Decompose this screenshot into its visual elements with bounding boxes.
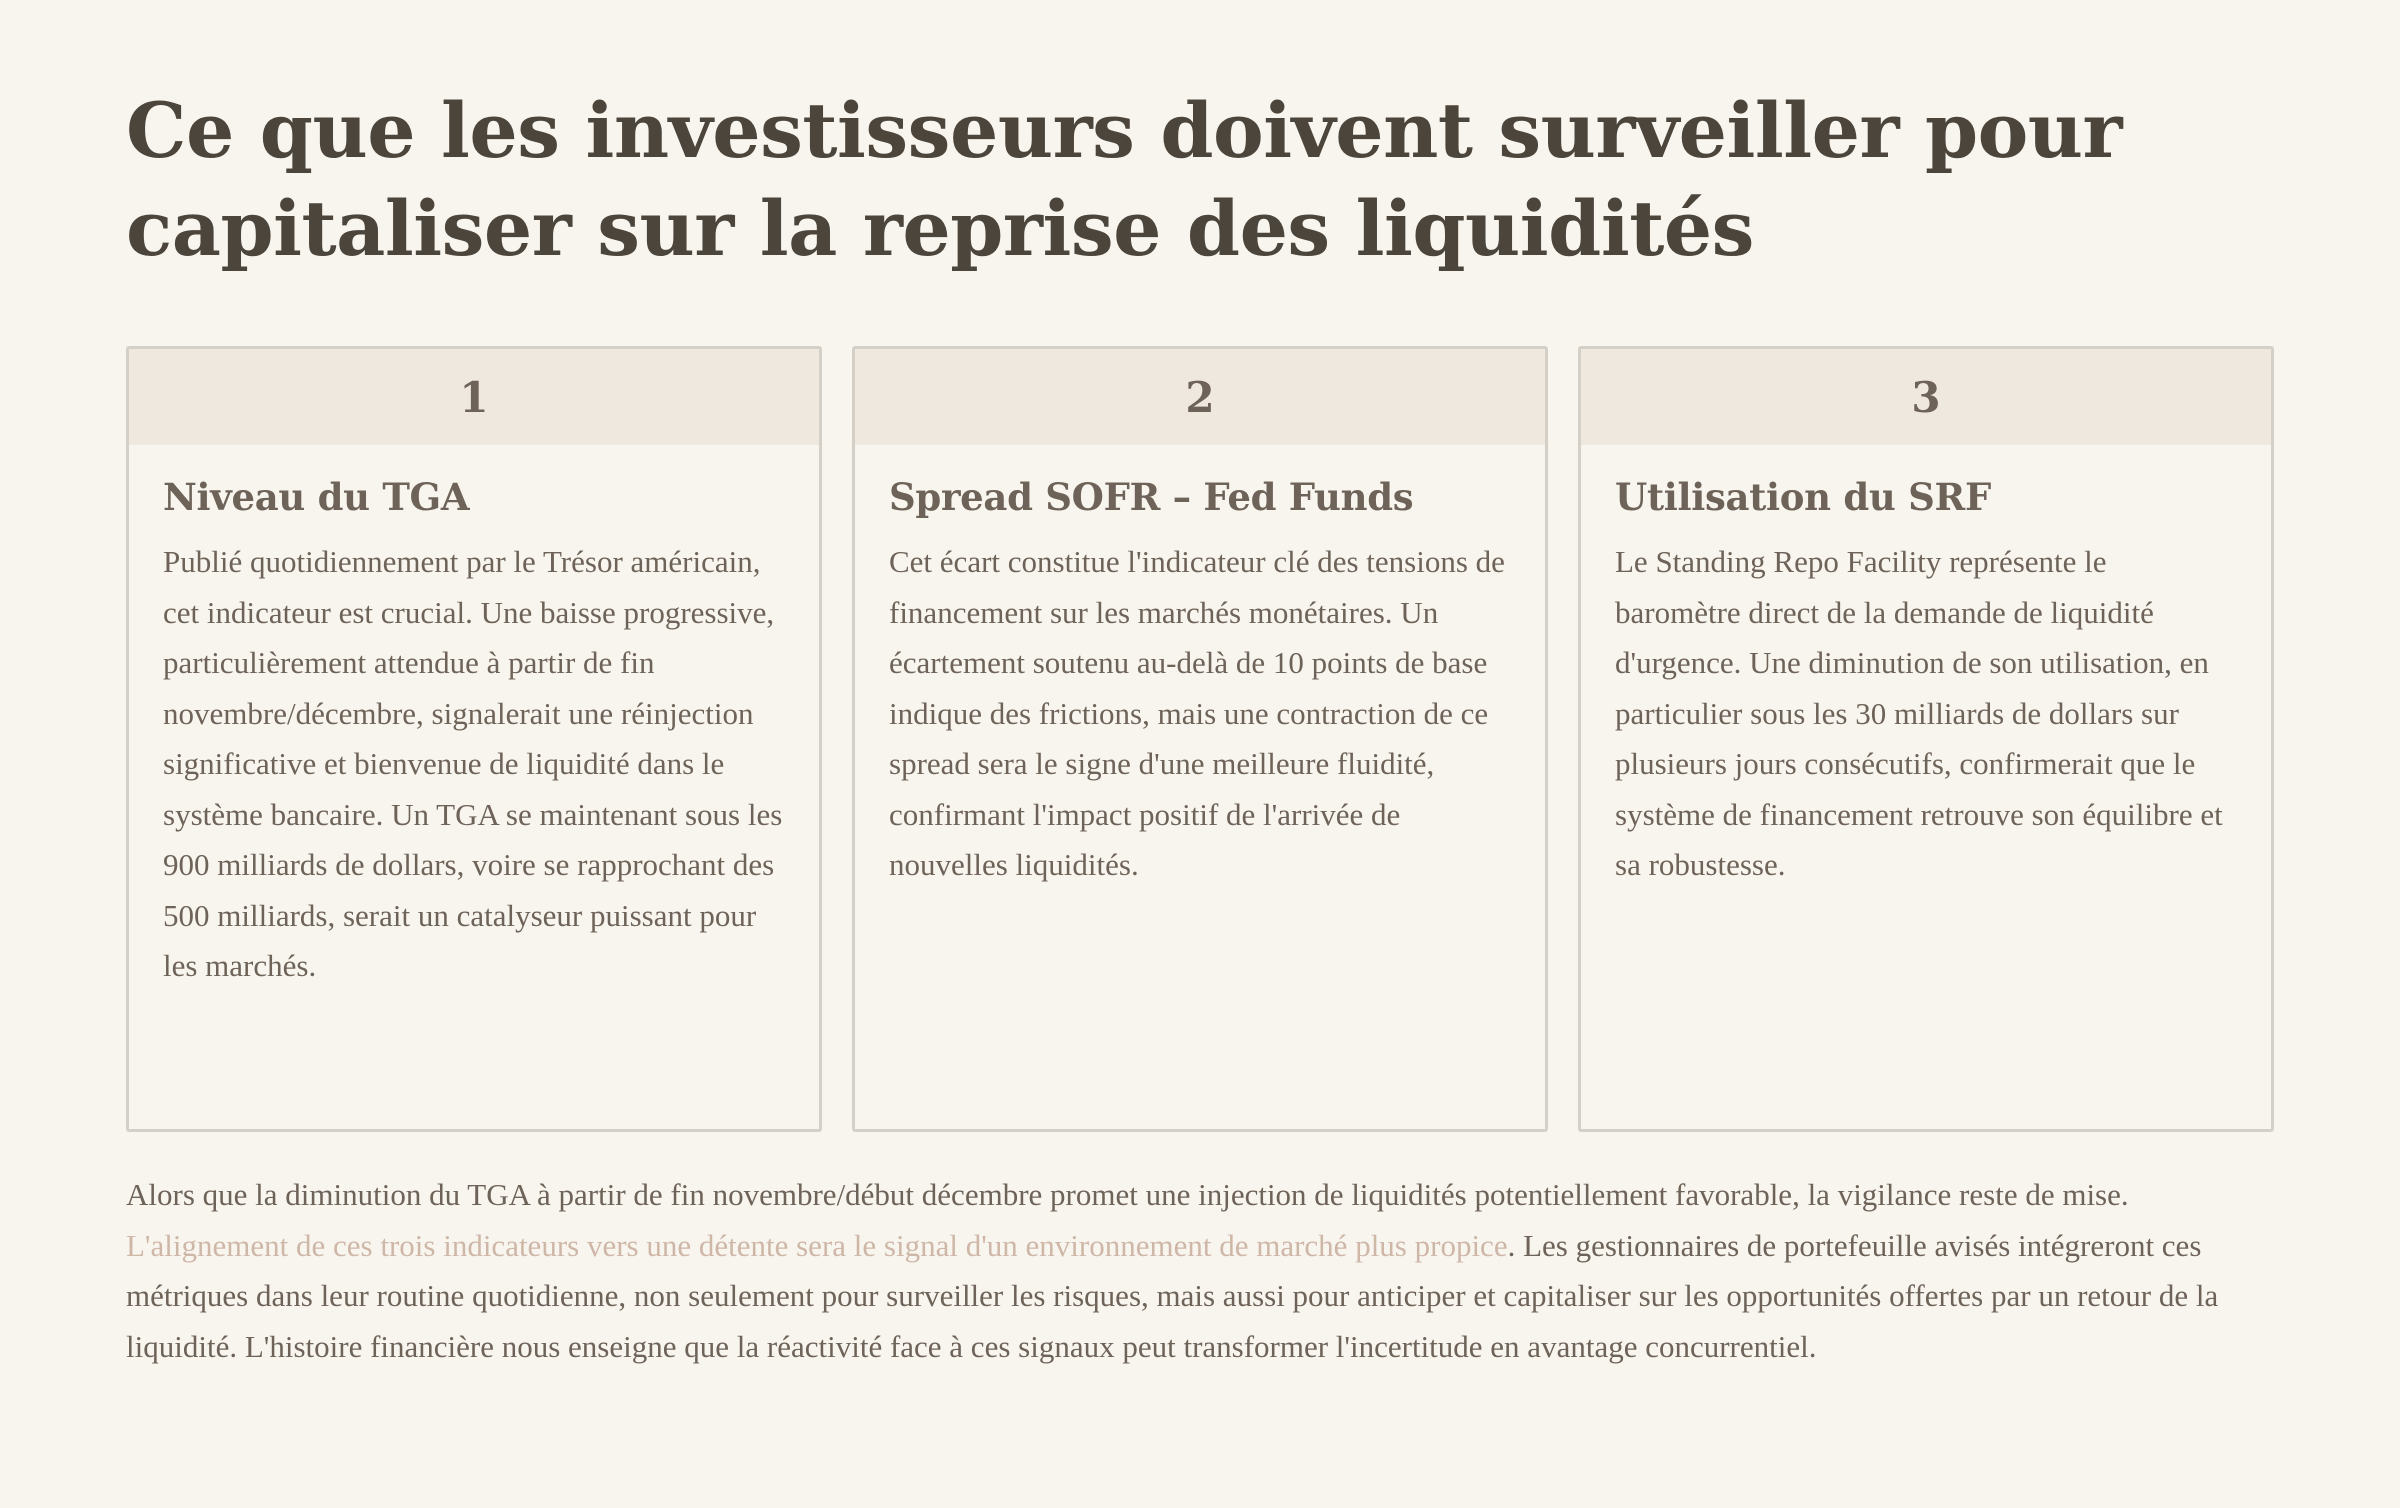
conclusion-highlight: L'alignement de ces trois indicateurs vers une détente sera le signal d'un environnement de marché plus propice <box>126 1227 1508 1263</box>
article <box>126 82 2274 1364</box>
conclusion-paragraph <box>126 1170 2274 1372</box>
card-title: Niveau du TGA <box>163 475 470 519</box>
card-body <box>855 445 1545 911</box>
indicator-card-sofr-spread <box>852 346 1548 1132</box>
card-text: Le Standing Repo Facility représente le baromètre direct de la demande de liquidité d'urgence. Une diminution de son utilisation, en particulier sous les 30 milliards de dollars sur plusieurs jours consécutifs, confirmerait que le système de financement retrouve son équilibre et sa robustesse. <box>1615 544 2223 882</box>
indicator-card-tga <box>126 346 822 1132</box>
card-number: 1 <box>129 349 819 445</box>
card-number: 2 <box>855 349 1545 445</box>
indicator-cards <box>126 346 2274 1132</box>
card-number: 3 <box>1581 349 2271 445</box>
conclusion-text-before: Alors que la diminution du TGA à partir de fin novembre/début décembre promet une injection de liquidités potentiellement favorable, la vigilance reste de mise. <box>126 1177 2129 1212</box>
card-text: Publié quotidiennement par le Trésor américain, cet indicateur est crucial. Une baisse progressive, particulièrement attendue à partir de fin novembre/décembre, signalerait une réinjection significative et bienvenue de liquidité dans le système bancaire. Un TGA se maintenant sous les 900 milliards de dollars, voire se rapprochant des 500 milliards, serait un catalyseur puissant pour les marchés. <box>163 544 783 983</box>
card-body <box>129 445 819 1012</box>
indicator-card-srf <box>1578 346 2274 1132</box>
card-title: Utilisation du SRF <box>1615 475 1991 519</box>
card-title: Spread SOFR – Fed Funds <box>889 475 1414 519</box>
card-text: Cet écart constitue l'indicateur clé des tensions de financement sur les marchés monétaires. Un écartement soutenu au-delà de 10 points de base indique des frictions, mais une contraction de ce spread sera le signe d'une meilleure fluidité, confirmant l'impact positif de l'arrivée de nouvelles liquidités. <box>889 544 1505 882</box>
conclusion-text-after: . Les gestionnaires de portefeuille avisés intégreront ces métriques dans leur routine quotidienne, non seulement pour surveiller les risques, mais aussi pour anticiper et capitaliser sur les opportunités offertes par un retour de la liquidité. L'histoire financière nous enseigne que la réactivité face à ces signaux peut transformer l'incertitude en avantage concurrentiel. <box>126 1227 2219 1364</box>
page-title: Ce que les investisseurs doivent surveiller pour capitaliser sur la reprise des liquidités <box>126 86 2123 273</box>
card-body <box>1581 445 2271 911</box>
